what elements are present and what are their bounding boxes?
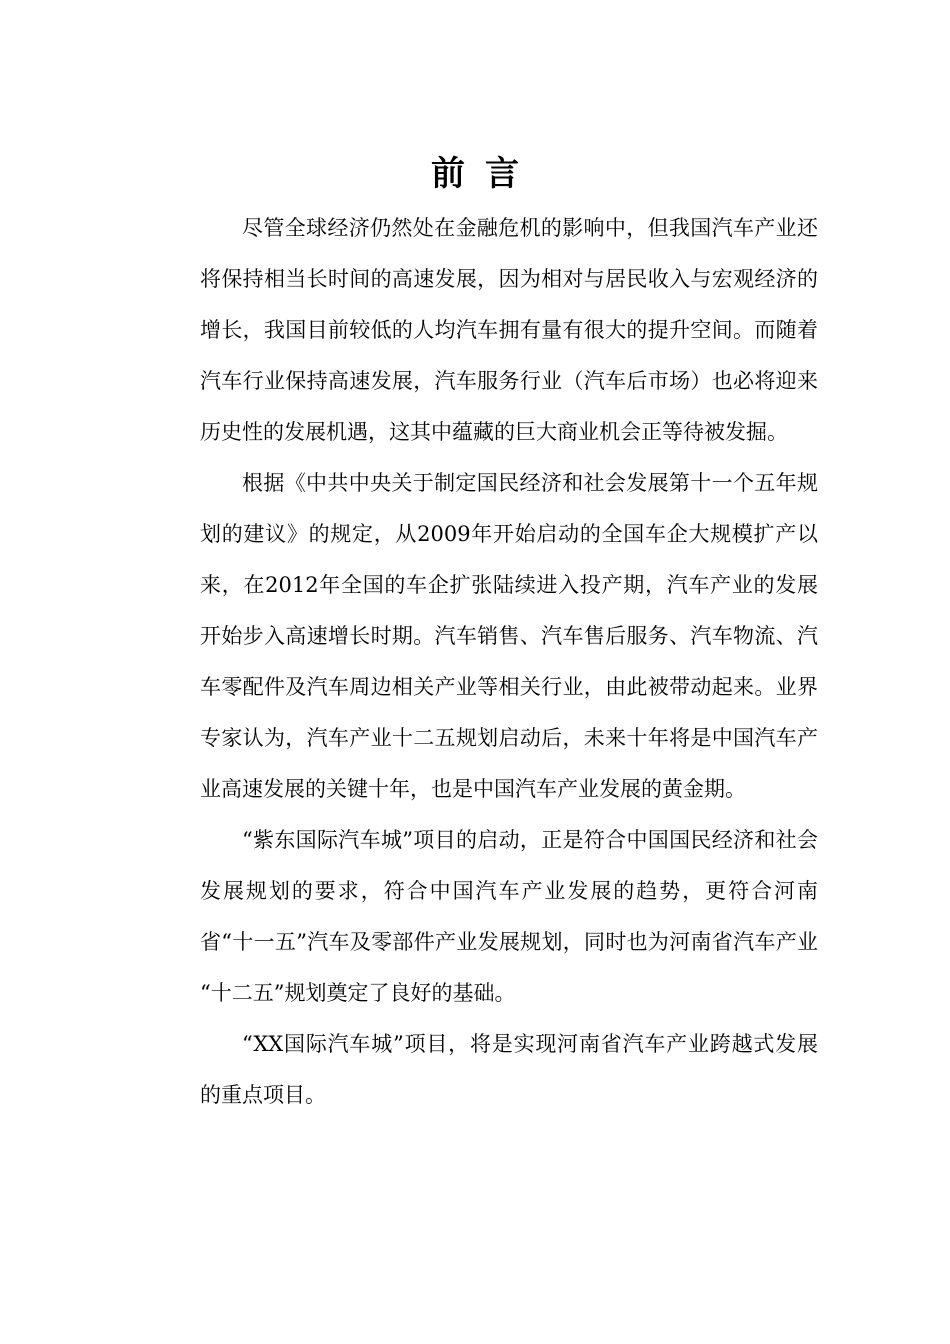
paragraph-3: “紫东国际汽车城”项目的启动，正是符合中国国民经济和社会发展规划的要求，符合中国汽车产业发展的趋势，更符合河南省“十一五”汽车及零部件产业发展规划，同时也为河南省汽车产业 “十二五”规划奠定了良好的基础。 — [200, 828, 818, 1005]
paragraph-2: 根据《中共中央关于制定国民经济和社会发展第十一个五年规划的建议》的规定，从2009年开始启动的全国车企大规模扩产以来，在2012年全国的车企扩张陆续进入投产期，汽车产业的发展开始步入高速增长时期。汽车销售、汽车售后服务、汽车物流、汽车零配件及汽车周边相关产业等相关行业，由此被带动起来。业界专家认为，汽车产业十二五规划启动后，未来十年将是中国汽车产业高速发展的关键十年，也是中国汽车产业发展的黄金期。 — [200, 471, 818, 801]
paragraph-4: “XX国际汽车城”项目，将是实现河南省汽车产业跨越式发展的重点项目。 — [200, 1032, 818, 1107]
body-text — [200, 203, 818, 1121]
page-title: 前言 — [431, 153, 539, 194]
paragraph-1: 尽管全球经济仍然处在金融危机的影响中，但我国汽车产业还将保持相当长时间的高速发展，因为相对与居民收入与宏观经济的增长，我国目前较低的人均汽车拥有量有很大的提升空间。而随着汽车行业保持高速发展，汽车服务行业（汽车后市场）也必将迎来历史性的发展机遇，这其中蕴藏的巨大商业机会正等待被发掘。 — [200, 216, 818, 444]
